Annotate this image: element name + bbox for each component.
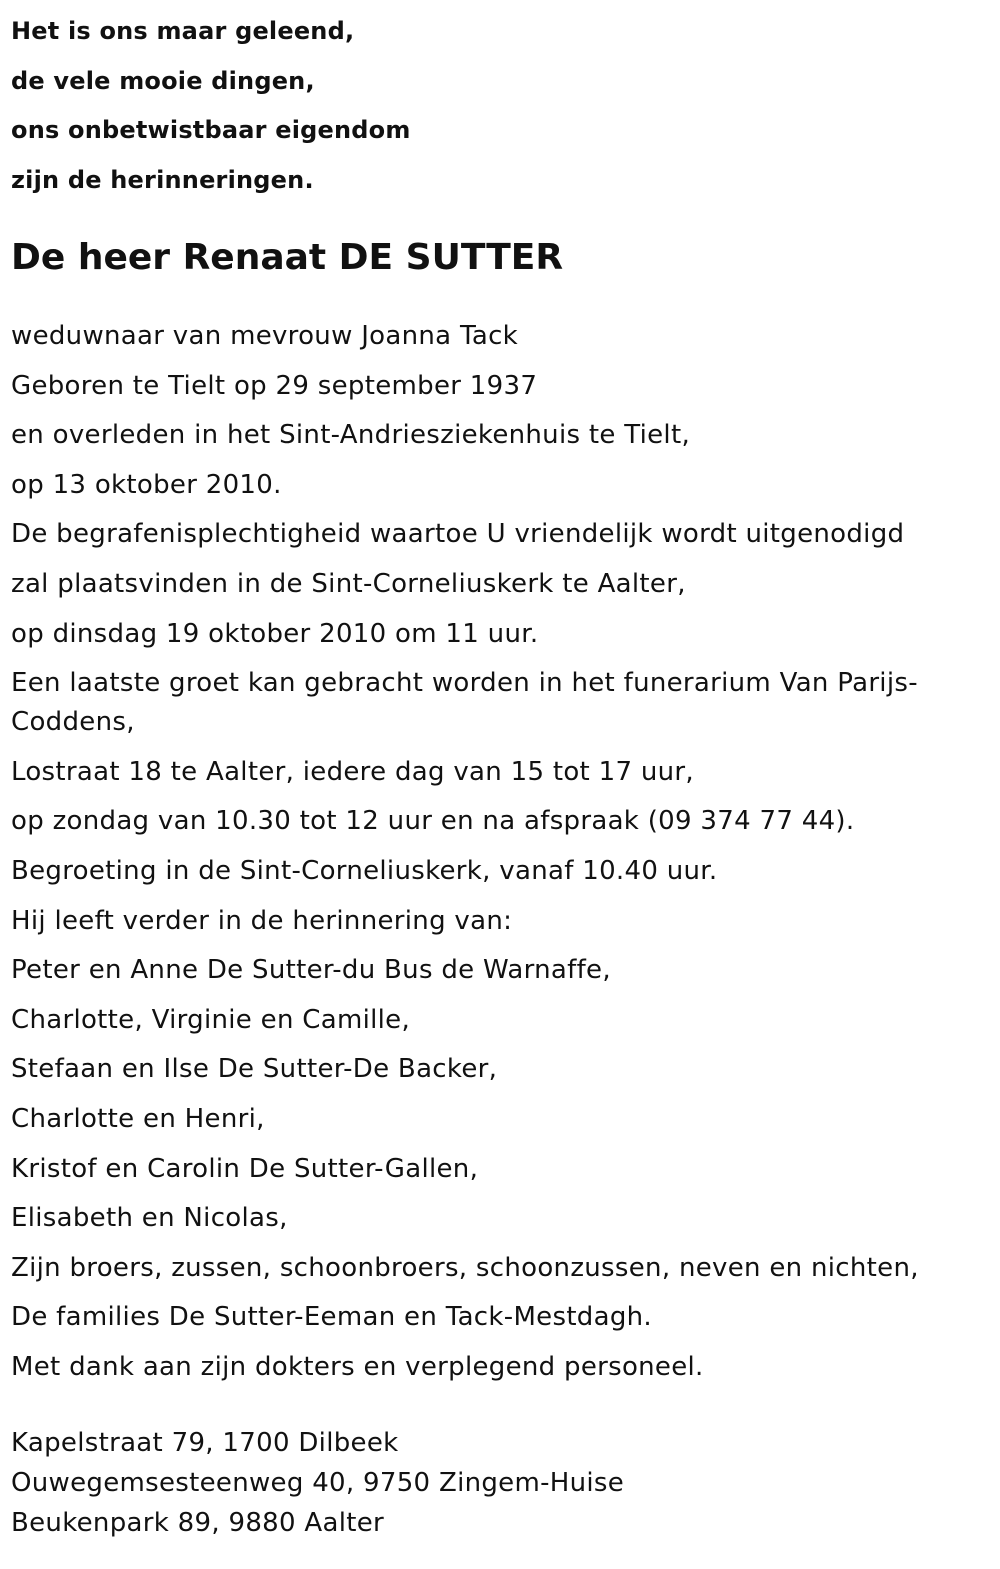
poem-line: ons onbetwistbaar eigendom <box>11 116 411 144</box>
greeting-line: Begroeting in de Sint-Corneliuskerk, vanaf 10.40 uur. <box>11 855 718 886</box>
funerarium-line: Een laatste groet kan gebracht worden in het funerarium Van Parijs-Coddens, <box>11 668 918 738</box>
death-date-line: op 13 oktober 2010. <box>11 469 282 500</box>
widower-line: weduwnaar van mevrouw Joanna Tack <box>11 321 519 351</box>
address-line: Ouwegemsesteenweg 40, 9750 Zingem-Huise <box>11 1467 625 1498</box>
correspondence-addresses <box>11 1423 980 1543</box>
birth-line: Geboren te Tielt op 29 september 1937 <box>11 370 538 401</box>
funeral-invitation-line: De begrafenisplechtigheid waartoe U vriendelijk wordt uitgenodigd <box>11 519 905 550</box>
funeral-location-line: zal plaatsvinden in de Sint-Corneliuskerk te Aalter, <box>11 568 686 599</box>
poem-line: Het is ons maar geleend, <box>11 17 355 45</box>
obituary-body <box>11 317 980 1387</box>
poem <box>11 7 980 205</box>
death-place-line: en overleden in het Sint-Andriesziekenhuis te Tielt, <box>11 420 691 451</box>
poem-line: zijn de herinneringen. <box>11 165 314 194</box>
family-line: Stefaan en Ilse De Sutter-De Backer, <box>11 1054 498 1085</box>
remembrance-intro-line: Hij leeft verder in de herinnering van: <box>11 905 513 936</box>
thanks-line: Met dank aan zijn dokters en verplegend personeel. <box>11 1351 704 1382</box>
address-line: Kapelstraat 79, 1700 Dilbeek <box>11 1427 399 1458</box>
family-line: Charlotte, Virginie en Camille, <box>11 1004 411 1035</box>
deceased-name-title: De heer Renaat DE SUTTER <box>11 237 564 278</box>
family-line: Elisabeth en Nicolas, <box>11 1203 288 1234</box>
family-line: Zijn broers, zussen, schoonbroers, schoonzussen, neven en nichten, <box>11 1252 919 1283</box>
funerarium-address-line: Lostraat 18 te Aalter, iedere dag van 15 tot 17 uur, <box>11 756 694 787</box>
family-line: Charlotte en Henri, <box>11 1103 265 1134</box>
poem-line: de vele mooie dingen, <box>11 66 315 95</box>
funeral-date-line: op dinsdag 19 oktober 2010 om 11 uur. <box>11 618 539 649</box>
family-line: Peter en Anne De Sutter-du Bus de Warnaffe, <box>11 955 611 986</box>
family-line: Kristof en Carolin De Sutter-Gallen, <box>11 1153 479 1184</box>
family-line: De families De Sutter-Eeman en Tack-Mestdagh. <box>11 1302 652 1333</box>
obituary-notice <box>11 0 980 1543</box>
address-line: Beukenpark 89, 9880 Aalter <box>11 1507 385 1538</box>
visiting-hours-line: op zondag van 10.30 tot 12 uur en na afspraak (09 374 77 44). <box>11 806 855 837</box>
